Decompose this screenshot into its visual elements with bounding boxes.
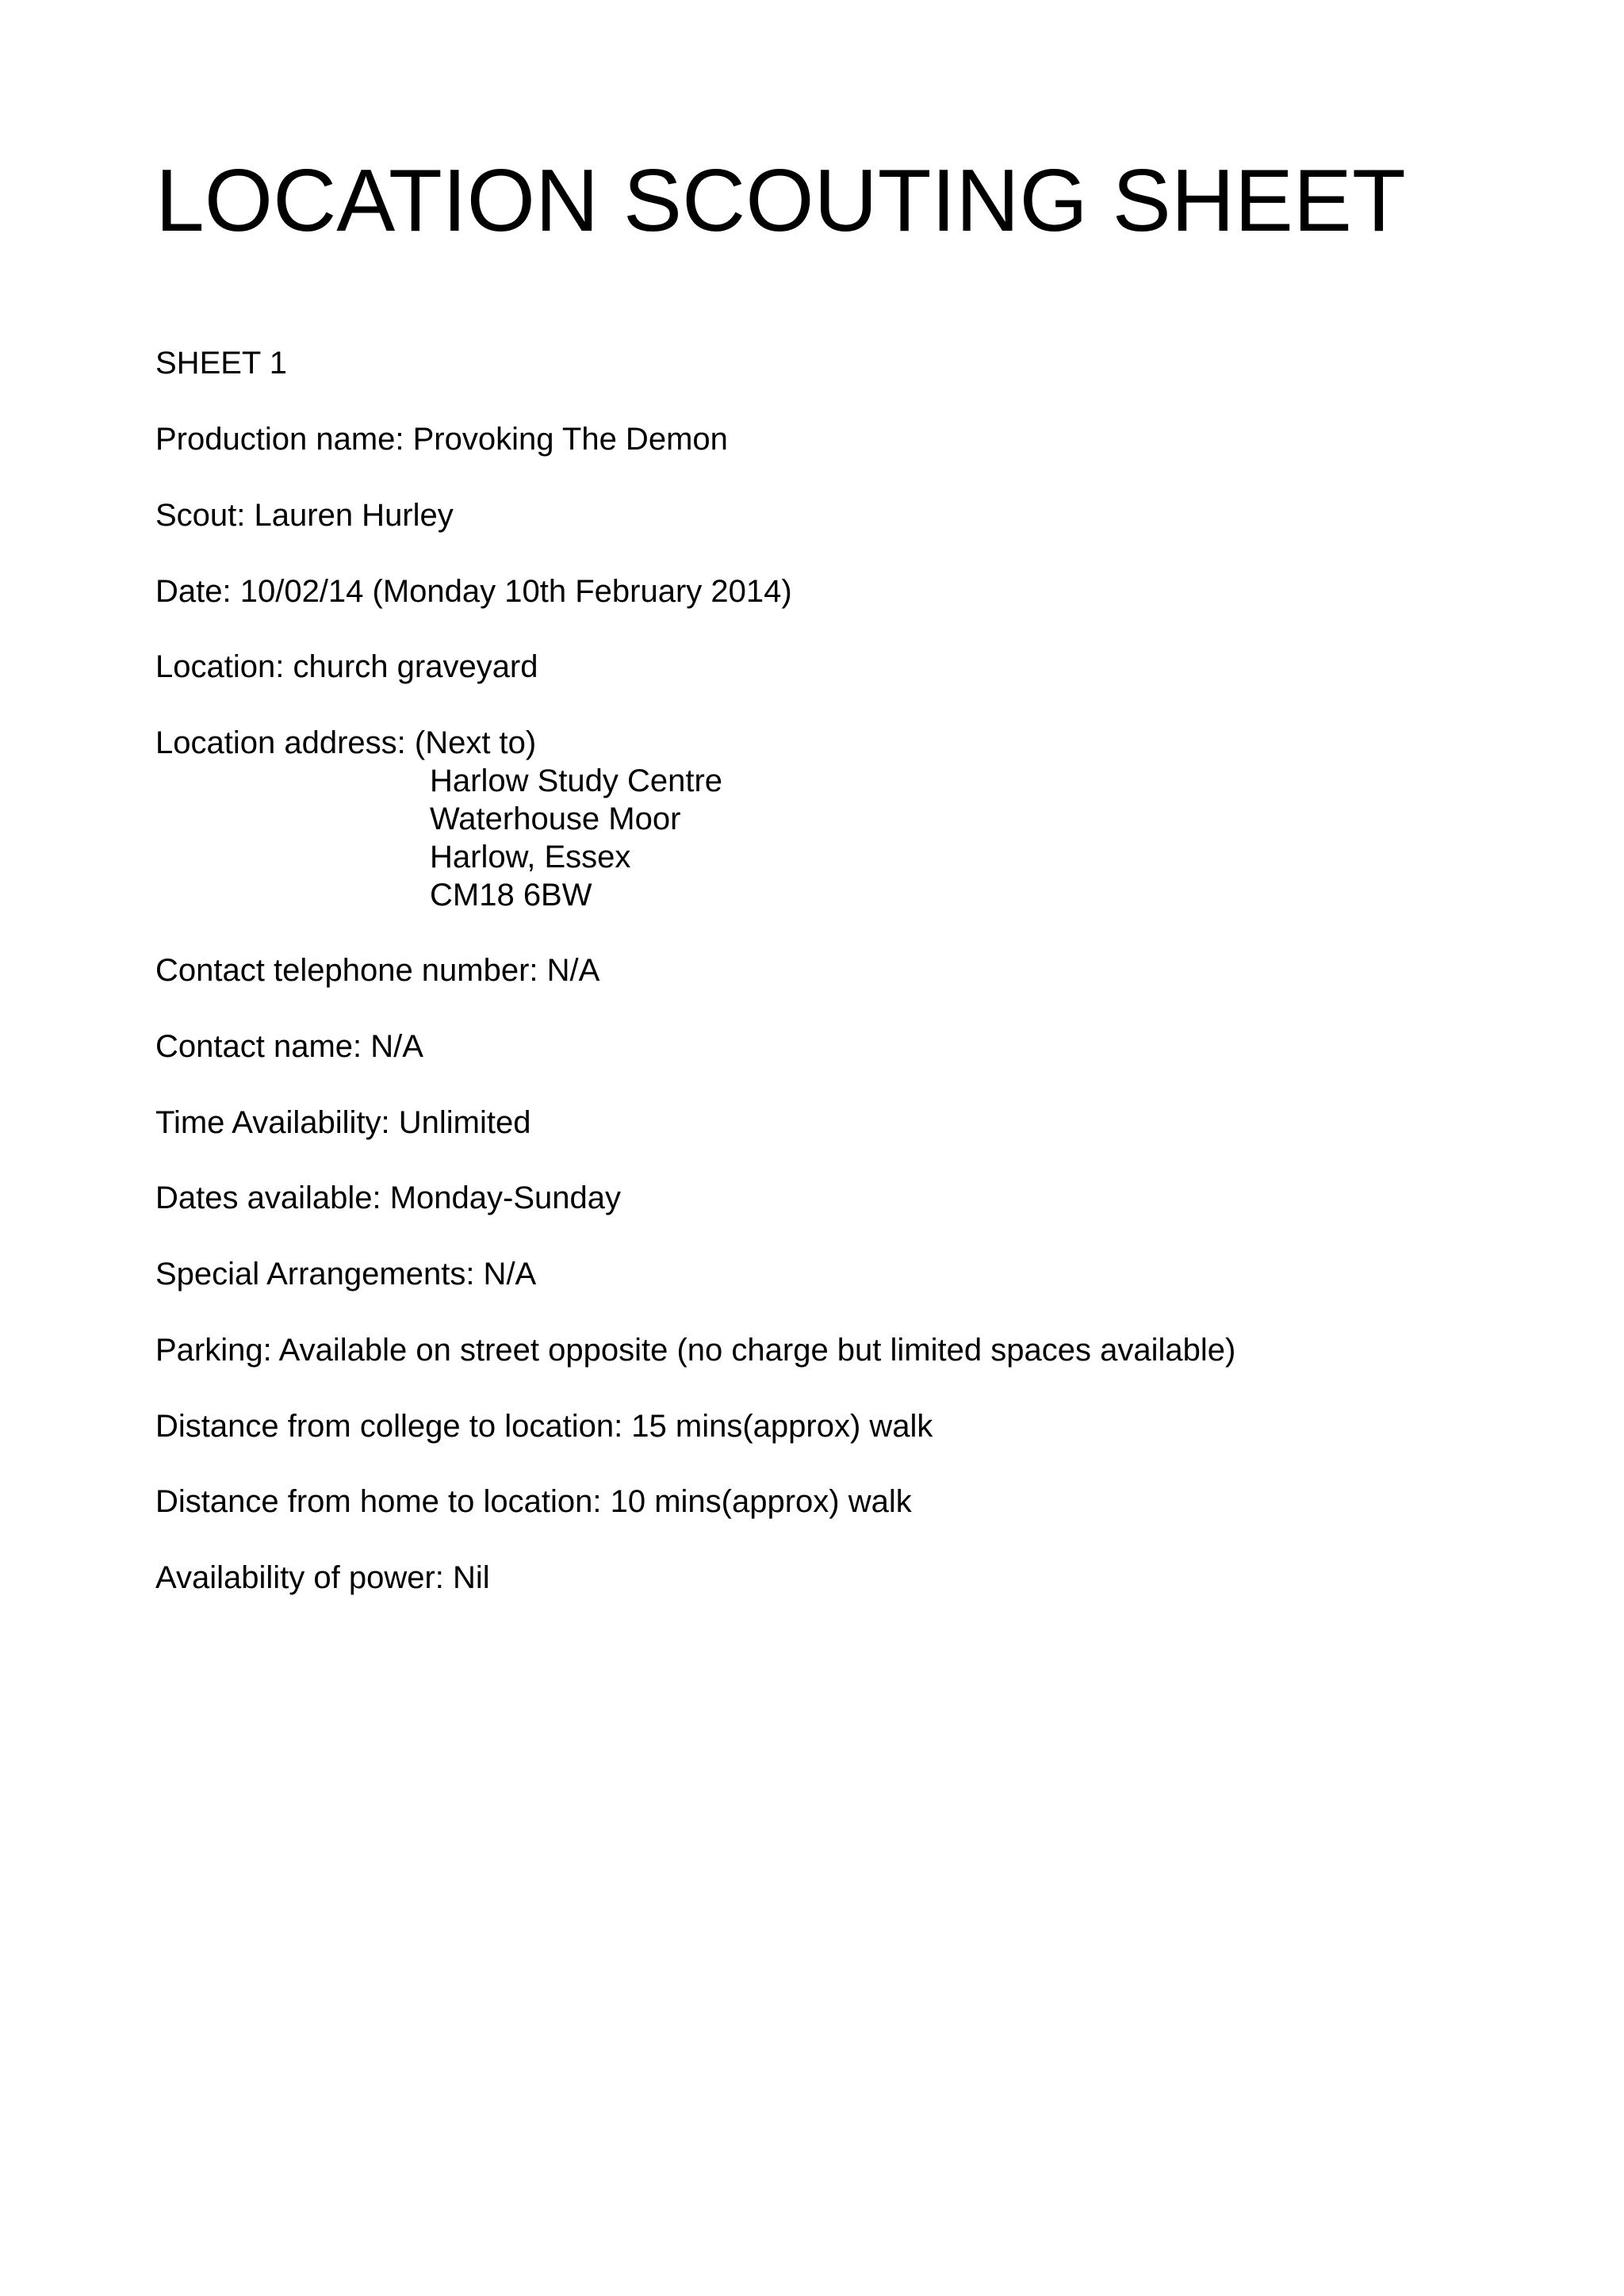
time-availability-field: Time Availability: Unlimited <box>155 1105 531 1140</box>
sheet-label: SHEET 1 <box>155 346 287 381</box>
location-address-label: Location address: (Next to) <box>155 725 537 760</box>
scout-field: Scout: Lauren Hurley <box>155 498 454 533</box>
special-arrangements-field: Special Arrangements: N/A <box>155 1257 537 1292</box>
production-name-field: Production name: Provoking The Demon <box>155 422 728 457</box>
contact-name-field: Contact name: N/A <box>155 1029 423 1064</box>
dates-available-field: Dates available: Monday-Sunday <box>155 1181 622 1215</box>
distance-home-field: Distance from home to location: 10 mins(approx) walk <box>155 1484 912 1519</box>
address-line: CM18 6BW <box>430 878 592 913</box>
location-field: Location: church graveyard <box>155 649 538 684</box>
address-line: Harlow, Essex <box>430 840 631 874</box>
address-line: Harlow Study Centre <box>430 763 723 798</box>
page-title: LOCATION SCOUTING SHEET <box>155 151 1406 250</box>
date-field: Date: 10/02/14 (Monday 10th February 2014) <box>155 574 792 609</box>
contact-telephone-field: Contact telephone number: N/A <box>155 953 600 988</box>
power-field: Availability of power: Nil <box>155 1560 490 1595</box>
distance-college-field: Distance from college to location: 15 mins(approx) walk <box>155 1409 933 1444</box>
address-line: Waterhouse Moor <box>430 802 681 836</box>
parking-field: Parking: Available on street opposite (no charge but limited spaces available) <box>155 1333 1236 1368</box>
